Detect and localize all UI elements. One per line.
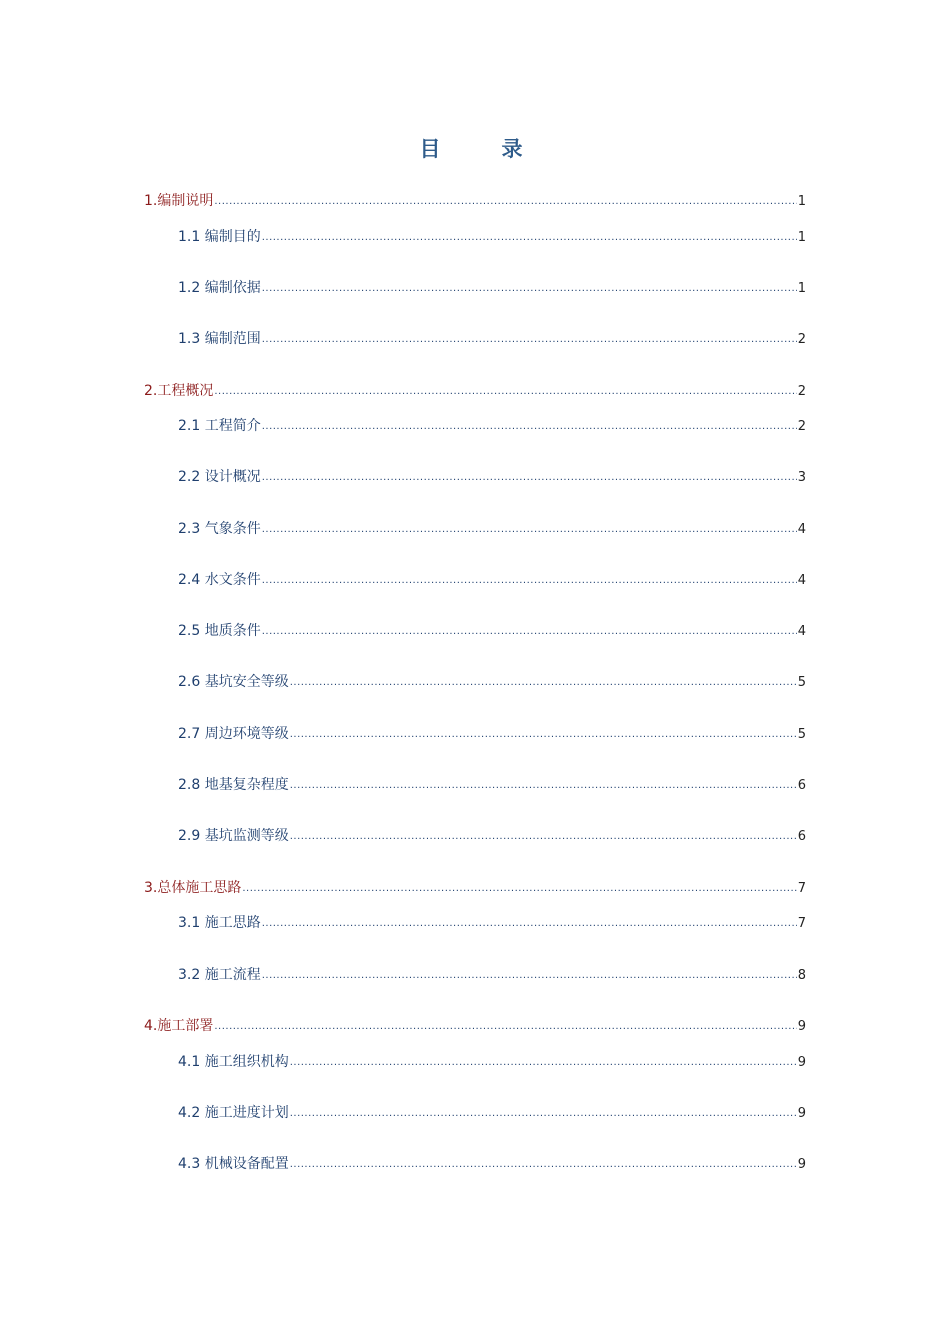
- toc-entry[interactable]: [178, 621, 806, 641]
- toc-entry-label: 1.2 编制依据: [178, 280, 261, 296]
- toc-entry-label: 2.9 基坑监测等级: [178, 828, 289, 844]
- toc-entry[interactable]: [178, 1103, 806, 1123]
- toc-entry-label: 1.编制说明: [144, 193, 214, 209]
- toc-page-number: 9: [797, 1106, 806, 1121]
- toc-entry-label: 1.3 编制范围: [178, 331, 261, 347]
- toc-entry-label: 4.3 机械设备配置: [178, 1156, 289, 1172]
- toc-entry-label: 2.4 水文条件: [178, 572, 261, 588]
- toc-entry[interactable]: [178, 570, 806, 590]
- toc-page-number: 2: [797, 332, 806, 347]
- toc-entry[interactable]: [144, 1016, 806, 1036]
- toc-entry[interactable]: [178, 416, 806, 436]
- toc-dot-leader: [262, 279, 797, 299]
- toc-page-number: 6: [797, 778, 806, 793]
- toc-entry-label: 2.2 设计概况: [178, 469, 261, 485]
- toc-dot-leader: [262, 228, 797, 248]
- toc-dot-leader: [262, 914, 797, 934]
- toc-entry[interactable]: [144, 878, 806, 898]
- toc-dot-leader: [262, 571, 797, 591]
- toc-page-number: 7: [797, 916, 806, 931]
- toc-dot-leader: [290, 827, 797, 847]
- toc-page-number: 3: [797, 470, 806, 485]
- toc-page-number: 1: [797, 194, 806, 209]
- toc-entry-label: 2.6 基坑安全等级: [178, 674, 289, 690]
- toc-entry[interactable]: [178, 227, 806, 247]
- toc-page-number: 1: [797, 281, 806, 296]
- toc-dot-leader: [214, 1017, 796, 1037]
- toc-entry-label: 2.工程概况: [144, 383, 214, 399]
- toc-entry[interactable]: [144, 191, 806, 211]
- toc-page-number: 8: [797, 968, 806, 983]
- toc-entry[interactable]: [178, 1154, 806, 1174]
- toc-entry[interactable]: [178, 965, 806, 985]
- toc-dot-leader: [290, 1104, 797, 1124]
- toc-dot-leader: [262, 520, 797, 540]
- toc-entry[interactable]: [178, 1052, 806, 1072]
- toc-page-number: 5: [797, 675, 806, 690]
- toc-dot-leader: [262, 468, 797, 488]
- toc-entry-label: 3.2 施工流程: [178, 967, 261, 983]
- toc-dot-leader: [242, 879, 796, 899]
- toc-dot-leader: [290, 1155, 797, 1175]
- toc-entry[interactable]: [178, 329, 806, 349]
- toc-entry-label: 4.2 施工进度计划: [178, 1105, 289, 1121]
- toc-dot-leader: [262, 622, 797, 642]
- toc-dot-leader: [290, 725, 797, 745]
- toc-entry-label: 2.3 气象条件: [178, 521, 261, 537]
- toc-entry[interactable]: [178, 775, 806, 795]
- toc-entry[interactable]: [144, 381, 806, 401]
- toc-page-number: 9: [797, 1019, 806, 1034]
- toc-entry[interactable]: [178, 519, 806, 539]
- toc-dot-leader: [290, 673, 797, 693]
- toc-entry-label: 4.施工部署: [144, 1018, 214, 1034]
- toc-dot-leader: [262, 417, 797, 437]
- toc-entry[interactable]: [178, 913, 806, 933]
- toc-entry[interactable]: [178, 672, 806, 692]
- toc-dot-leader: [214, 382, 796, 402]
- toc-entry[interactable]: [178, 826, 806, 846]
- toc-entry[interactable]: [178, 467, 806, 487]
- toc-entry-label: 1.1 编制目的: [178, 229, 261, 245]
- toc-entry-label: 2.5 地质条件: [178, 623, 261, 639]
- toc-entry-label: 2.7 周边环境等级: [178, 726, 289, 742]
- toc-page-number: 4: [797, 573, 806, 588]
- toc-page-number: 1: [797, 230, 806, 245]
- toc-dot-leader: [262, 330, 797, 350]
- toc-page-number: 2: [797, 384, 806, 399]
- toc-dot-leader: [262, 966, 797, 986]
- toc-dot-leader: [214, 192, 796, 212]
- toc-page-number: 9: [797, 1157, 806, 1172]
- toc-entry[interactable]: [178, 724, 806, 744]
- toc-entry-label: 2.8 地基复杂程度: [178, 777, 289, 793]
- toc-dot-leader: [290, 1053, 797, 1073]
- toc-page-number: 4: [797, 522, 806, 537]
- toc-page-number: 5: [797, 727, 806, 742]
- toc-page-number: 4: [797, 624, 806, 639]
- toc-entry-label: 2.1 工程简介: [178, 418, 261, 434]
- toc-dot-leader: [290, 776, 797, 796]
- toc-page-number: 2: [797, 419, 806, 434]
- toc-page-number: 7: [797, 881, 806, 896]
- toc-entry-label: 4.1 施工组织机构: [178, 1054, 289, 1070]
- toc-entry-label: 3.1 施工思路: [178, 915, 261, 931]
- toc-page-number: 6: [797, 829, 806, 844]
- toc-entry[interactable]: [178, 278, 806, 298]
- toc-entry-label: 3.总体施工思路: [144, 880, 242, 896]
- toc-page-number: 9: [797, 1055, 806, 1070]
- page-title: 目 录: [419, 137, 543, 161]
